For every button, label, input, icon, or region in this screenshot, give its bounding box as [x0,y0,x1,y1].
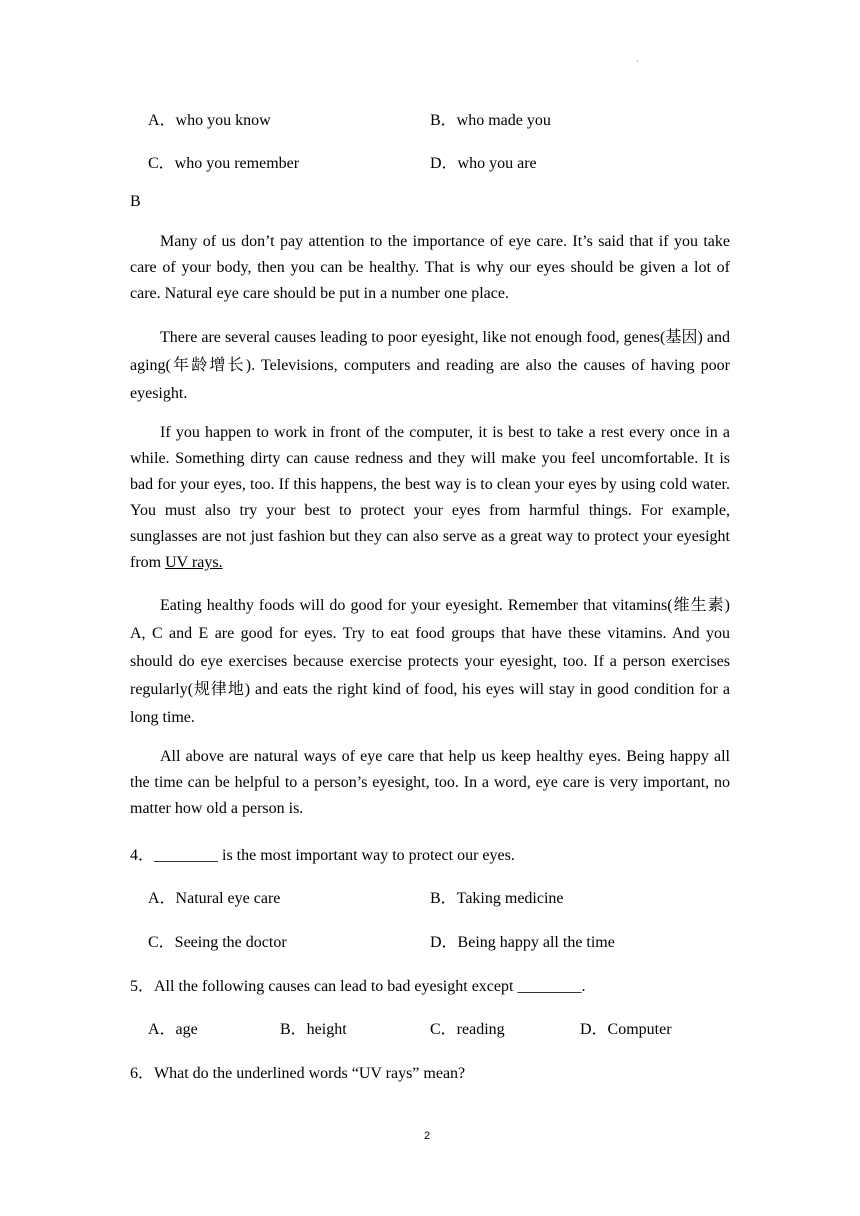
q4-option-c: C．Seeing the doctor [148,934,287,951]
q5-option-a: A．age [148,1021,198,1038]
underlined-uv-rays: UV rays. [165,554,223,571]
prev-option-a: A．who you know [148,112,271,129]
paragraph-3-text: If you happen to work in front of the computer, it is best to take a rest every once in a while. Something dirty can cause redness and they will make you feel uncomfortable. It is bad for your eyes, too. If this happens, the best way is to clean your eyes by using cold water. You must also try your best to protect your eyes from harmful things. For example, sunglasses are not just fashion but they can also serve as a great way to protect your eyesight from [130,424,730,571]
q4-option-b: B．Taking medicine [430,890,564,907]
question-5-stem: 5．All the following causes can lead to bad eyesight except ________. [130,978,586,995]
question-6-stem: 6．What do the underlined words “UV rays” mean? [130,1065,466,1082]
q4-option-d: D．Being happy all the time [430,934,615,951]
passage-paragraph-1: Many of us don’t pay attention to the importance of eye care. It’s said that if you take care of your body, then you can be healthy. That is why our eyes should be given a lot of care. Natural eye care should be put in a number one place. [130,233,730,302]
prev-option-c: C．who you remember [148,155,300,172]
page-number: 2 [424,1130,431,1142]
question-4-stem: 4．________ is the most important way to protect our eyes. [130,847,515,864]
q5-option-c: C．reading [430,1021,505,1038]
q5-option-d: D．Computer [580,1021,672,1038]
q4-option-a: A．Natural eye care [148,890,281,907]
passage-paragraph-3 [130,420,730,576]
passage-paragraph-5: All above are natural ways of eye care that help us keep healthy eyes. Being happy all the time can be helpful to a person’s eyesight, too. In a word, eye care is very important, no matter how old a person is. [130,748,730,817]
prev-option-d: D．who you are [430,155,537,172]
passage-paragraph-4: Eating healthy foods will do good for your eyesight. Remember that vitamins(维生素) A, C and E are good for eyes. Try to eat food groups that have these vitamins. And you should do eye exercises because exercise protects your eyesight, too. If a person exercises regularly(规律地) and eats the right kind of food, his eyes will stay in good condition for a long time. [130,597,730,726]
section-label: B [130,193,141,210]
prev-option-b: B．who made you [430,112,551,129]
header-mark: · [636,56,639,66]
q5-option-b: B．height [280,1021,347,1038]
passage-paragraph-2: There are several causes leading to poor eyesight, like not enough food, genes(基因) and aging(年龄增长). Televisions, computers and reading are also the causes of having poor eyesight. [130,329,730,402]
